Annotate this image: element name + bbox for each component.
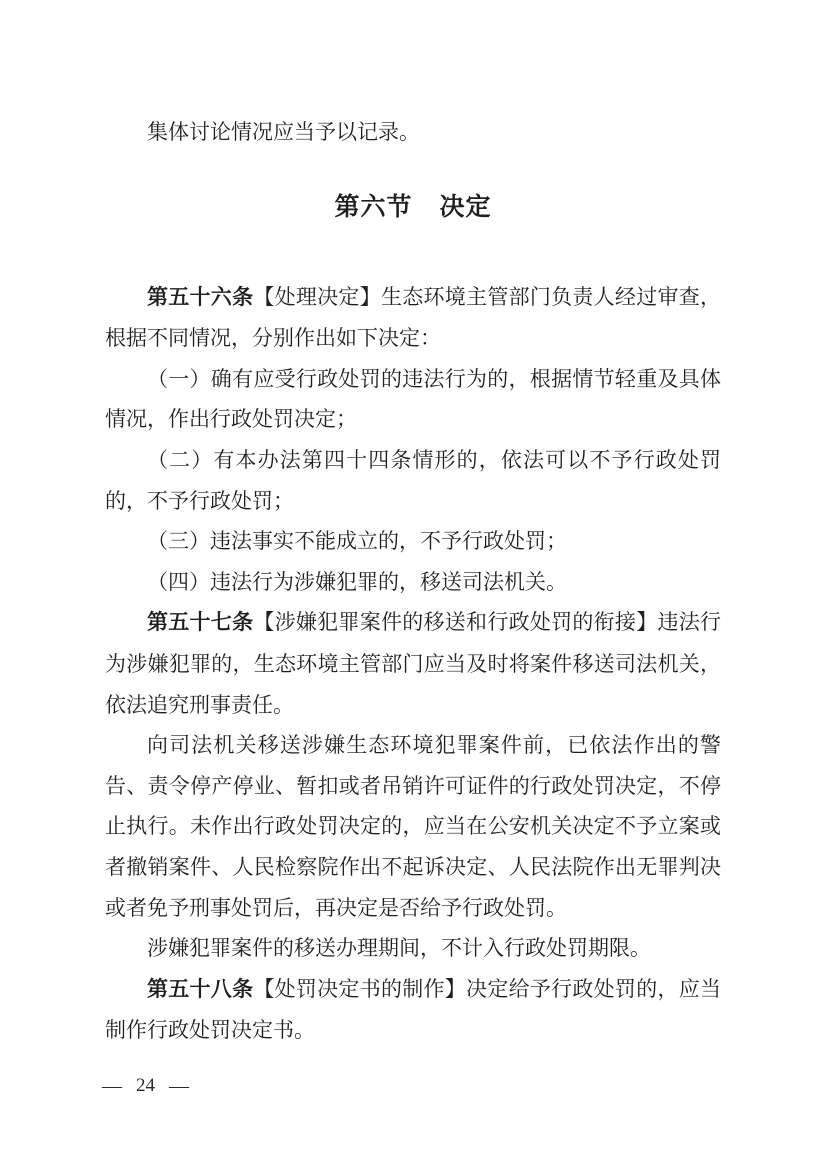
- text-run: （四）违法行为涉嫌犯罪的，移送司法机关。: [147, 569, 567, 594]
- text-run: 向司法机关移送涉嫌生态环境犯罪案件前，已依法作出的警告、责令停产停业、暂扣或者吊销许可证件的行政处罚决定，不停止执行。未作出行政处罚决定的，应当在公安机关决定不予立案或者撤销案件、人民检察院作出不起诉决定、人民法院作出无罪判决或者免予刑事处罚后，再决定是否给予行政处罚。: [105, 733, 721, 920]
- paragraph: [105, 725, 721, 928]
- page-number: 24: [136, 1075, 155, 1096]
- paragraph: [105, 277, 721, 359]
- document-body: [105, 112, 721, 1051]
- section-heading-number: 第六节: [334, 192, 413, 221]
- text-run: （二）有本办法第四十四条情形的，依法可以不予行政处罚的，不予行政处罚；: [105, 447, 721, 513]
- page-footer: [102, 1074, 189, 1098]
- paragraph: [105, 359, 721, 440]
- article-number: 第五十六条: [147, 285, 254, 309]
- text-run: 【涉嫌犯罪案件的移送和行政处罚的衔接】违法行为涉嫌犯罪的，生态环境主管部门应当及时将案件移送司法机关，依法追究刑事责任。: [105, 610, 722, 717]
- text-run: （一）确有应受行政处罚的违法行为的，根据情节轻重及具体情况，作出行政处罚决定；: [105, 366, 721, 432]
- text-run: 【处罚决定书的制作】决定给予行政处罚的，应当制作行政处罚决定书。: [105, 976, 722, 1043]
- section-heading: [105, 187, 721, 227]
- paragraph: [105, 969, 721, 1051]
- paragraph: [105, 112, 721, 153]
- paragraph: [105, 928, 721, 969]
- article-number: 第五十八条: [147, 977, 254, 1001]
- text-run: 【处理决定】生态环境主管部门负责人经过审查，根据不同情况，分别作出如下决定：: [105, 284, 722, 351]
- paragraph: [105, 562, 721, 603]
- paragraph: [105, 602, 721, 725]
- text-run: 集体讨论情况应当予以记录。: [147, 120, 420, 144]
- footer-dash-right: —: [169, 1075, 189, 1097]
- text-run: （三）违法事实不能成立的，不予行政处罚；: [147, 529, 567, 554]
- footer-dash-left: —: [102, 1075, 122, 1097]
- paragraph: [105, 440, 721, 521]
- section-heading-title: 决定: [439, 192, 492, 221]
- text-run: 涉嫌犯罪案件的移送办理期间，不计入行政处罚期限。: [147, 936, 651, 961]
- paragraph: [105, 521, 721, 562]
- article-number: 第五十七条: [147, 611, 254, 635]
